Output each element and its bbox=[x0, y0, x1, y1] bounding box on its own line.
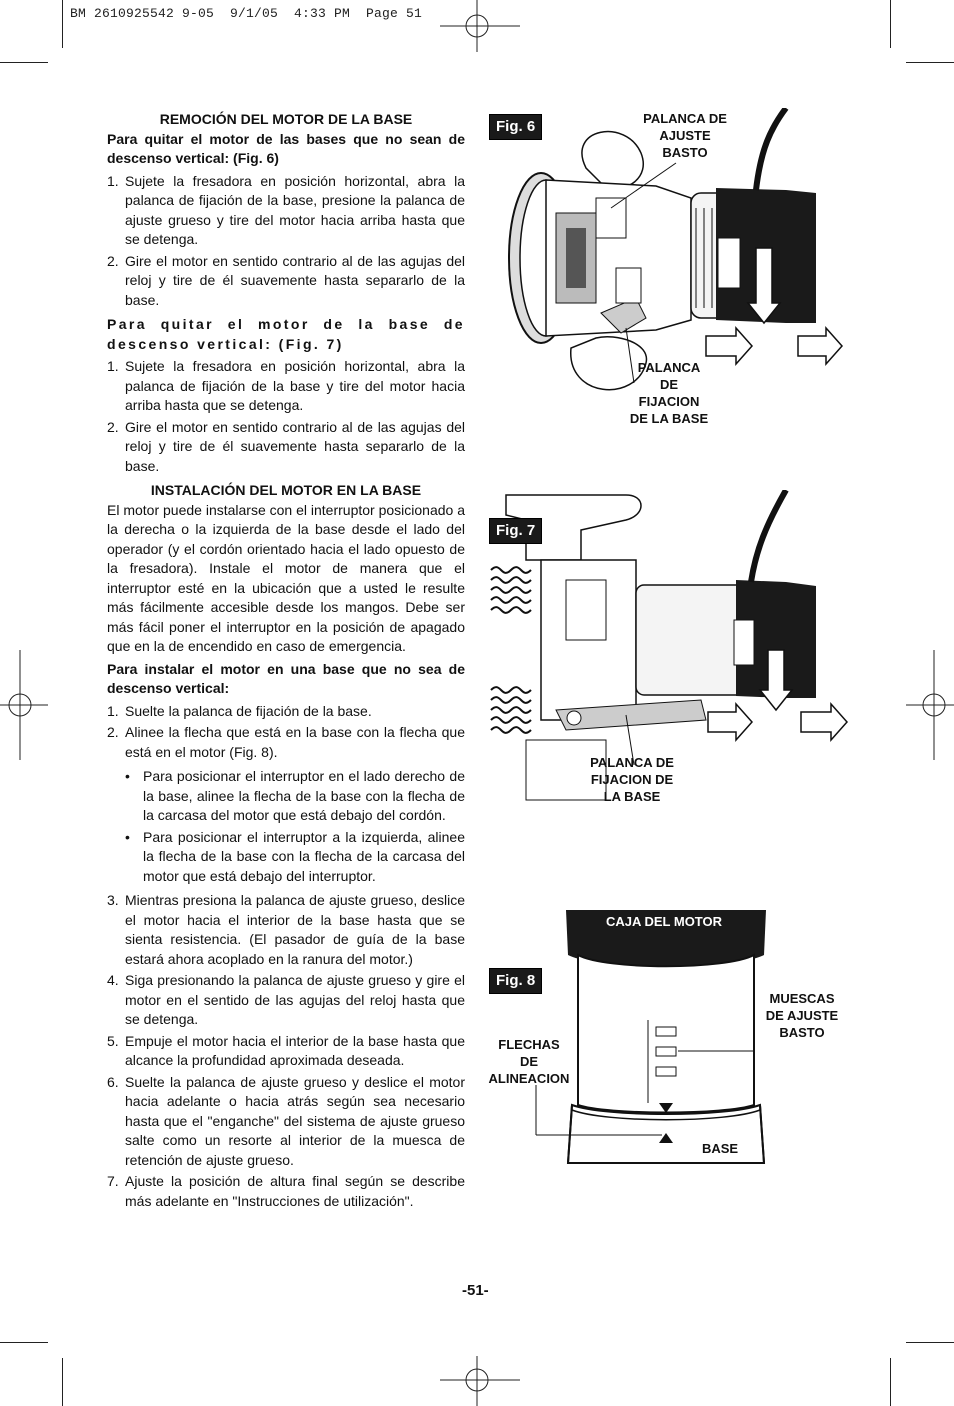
fig6-label: Fig. 6 bbox=[489, 114, 542, 140]
list-item: 1. Sujete la fresadora en posición horizontal, abra la palanca de fijación de la base y tire del motor hacia arriba hasta que se detenga. bbox=[107, 358, 465, 413]
fig6-callout-coarse-lever: PALANCA DE AJUSTE BASTO bbox=[643, 111, 727, 160]
page-number: -51- bbox=[462, 1282, 489, 1299]
subheading-plunge: Para quitar el motor de la base de descenso vertical: (Fig. 7) bbox=[107, 316, 465, 352]
list-item: 7. Ajuste la posición de altura final según se describe más adelante en "Instrucciones de utilización". bbox=[107, 1173, 465, 1209]
registration-mark-left bbox=[0, 650, 48, 760]
registration-mark-top bbox=[440, 0, 520, 60]
heading-install: INSTALACIÓN DEL MOTOR EN LA BASE bbox=[150, 482, 422, 498]
fig8-callout-arrows: FLECHAS DE ALINEACION bbox=[488, 1037, 570, 1086]
fig8-callout-notches: MUESCAS DE AJUSTE BASTO bbox=[765, 991, 839, 1040]
fig8-label: Fig. 8 bbox=[489, 968, 542, 994]
list-item: 1. Suelte la palanca de fijación de la base. bbox=[107, 702, 372, 719]
fig8-callout-base: BASE bbox=[701, 1141, 739, 1156]
subheading-install-non-plunge: Para instalar el motor en una base que no sea de descenso vertical: bbox=[107, 660, 465, 696]
instructions-column bbox=[107, 110, 465, 1213]
fig7-illustration bbox=[486, 490, 936, 810]
registration-mark-bottom bbox=[440, 1350, 520, 1406]
list-item: 4. Siga presionando la palanca de ajuste grueso y gire el motor en el sentido de las agujas del reloj hasta que se detenga. bbox=[107, 972, 465, 1027]
list-item: 2. Gire el motor en sentido contrario al de las agujas del reloj y tire de él suavemente hasta separarlo de la base. bbox=[107, 252, 465, 308]
fig8-callout-motor-housing: CAJA DEL MOTOR bbox=[605, 914, 723, 929]
bullet-item: • Para posicionar el interruptor en el lado derecho de la base, alinee la flecha de la base con la flecha de la carcasa del motor que está debajo del cordón. bbox=[125, 768, 465, 823]
fig6-callout-base-clamp: PALANCA DE FIJACION DE LA BASE bbox=[629, 360, 709, 426]
list-item: 2. Alinee la flecha que está en la base con la flecha que está en el motor (Fig. 8). bbox=[107, 724, 465, 760]
bullet-item: • Para posicionar el interruptor a la izquierda, alinee la flecha de la base con la flecha de la carcasa del motor que está debajo del interruptor. bbox=[125, 828, 465, 884]
list-item: 1. Sujete la fresadora en posición horizontal, abra la palanca de fijación de la base, presione la palanca de ajuste grueso y tire del motor hacia arriba hasta que se detenga. bbox=[107, 172, 465, 247]
list-item: 3. Mientras presiona la palanca de ajuste grueso, deslice el motor hacia el interior de la base hasta que se sienta resistencia. (El pasador de guía de la base estará ahora acoplado en la ranura del motor.) bbox=[107, 892, 465, 967]
subheading-non-plunge: Para quitar el motor de las bases que no sean de descenso vertical: (Fig. 6) bbox=[107, 130, 465, 166]
fig7-callout-base-clamp: PALANCA DE FIJACION DE LA BASE bbox=[590, 755, 674, 804]
install-intro: El motor puede instalarse con el interruptor posicionado a la derecha o la izquierda de la base desde el lado del operador (y el cordón orientado hacia el lado opuesto de la fresadora). Instale el motor de manera que el interruptor esté en la ubicación que a usted le resulte más fácilmente accesible desde los mangos. Debe ser más fácil poner el interruptor en la posición de apagado que en la de encendido en caso de emergencia. bbox=[107, 501, 465, 654]
print-slug: BM 2610925542 9-05 9/1/05 4:33 PM Page 51 bbox=[70, 6, 423, 21]
fig7-label: Fig. 7 bbox=[489, 518, 542, 544]
list-item: 5. Empuje el motor hacia el interior de la base hasta que alcance la profundidad aproximada deseada. bbox=[107, 1032, 465, 1068]
list-item: 6. Suelte la palanca de ajuste grueso y deslice el motor hacia adelante o hacia atrás según sea necesario hasta que el "enganche" del sistema de ajuste grueso salte como un resorte al interior de la muesca de retención de ajuste grueso. bbox=[107, 1073, 465, 1168]
list-item: 2. Gire el motor en sentido contrario al de las agujas del reloj y tire de él suavemente hasta separarlo de la base. bbox=[107, 418, 465, 474]
heading-removal: REMOCIÓN DEL MOTOR DE LA BASE bbox=[159, 111, 413, 127]
